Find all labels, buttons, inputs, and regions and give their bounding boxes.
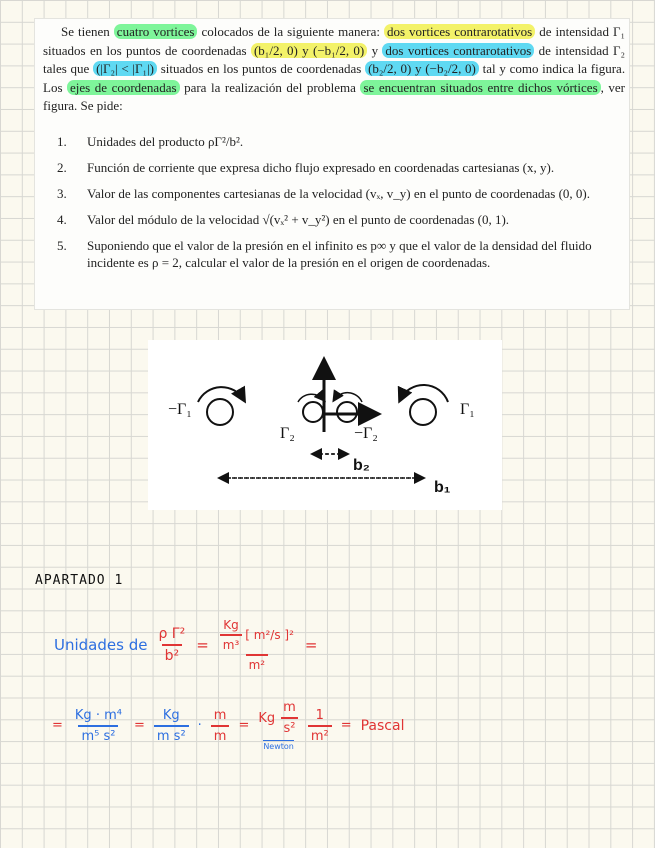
fraction-a [72, 708, 125, 744]
equals-sign: = [133, 718, 145, 733]
list-item [47, 133, 625, 150]
fraction-b [154, 708, 189, 744]
highlight-two-vortices-1: dos vortices contrarotativos [384, 24, 535, 39]
item-text: Unidades del producto ρΓ²/b². [87, 134, 244, 149]
dot-operator: · [197, 718, 202, 733]
highlight-gamma-relation: (|Γ₂| < |Γ₁|) [93, 61, 157, 76]
units-label: Unidades de [54, 636, 148, 654]
result-pascal: Pascal [360, 717, 405, 734]
vortex-figure [148, 340, 502, 510]
intro-text-6: situados en los puntos de coordenadas [160, 61, 362, 76]
label-gamma2-left: Γ₂ [280, 425, 295, 442]
problem-statement [34, 18, 630, 310]
equals-sign: = [238, 718, 250, 733]
equals-sign-end: = [304, 636, 318, 654]
fraction-c [211, 708, 230, 744]
problem-intro [43, 23, 625, 116]
kg-over-m3 [220, 618, 243, 652]
notes-line-2 [52, 700, 404, 751]
fraction-denominator: m² [308, 725, 332, 744]
intro-text-8: para la realización del problema [184, 79, 356, 95]
fraction-rho-gamma-b [155, 626, 188, 664]
rotation-arrow-icon [334, 393, 362, 402]
list-item [47, 237, 625, 271]
intro-text-9: , ver figura. Se pide: [43, 79, 626, 113]
fraction-denominator: m⁵ s² [78, 725, 118, 744]
kg-text: Kg [258, 710, 276, 726]
intro-text-3: de intensidad Γ₁ situados en los puntos de coordenadas [43, 24, 626, 58]
fraction-numerator [217, 618, 297, 654]
list-item [47, 185, 625, 202]
highlight-b1-coords: (b₁/2, 0) y (−b₁/2, 0) [251, 43, 367, 58]
item-text: Valor de las componentes cartesianas de la velocidad (vₓ, v_y) en el punto de coordenadas (0, 0). [87, 186, 591, 201]
item-number: 5. [57, 238, 67, 253]
item-number: 4. [57, 212, 67, 227]
highlight-two-vortices-2: dos vortices contrarotativos [382, 43, 534, 58]
fraction-denominator: b² [162, 644, 183, 664]
equals-sign: = [196, 636, 209, 654]
item-text: Valor del módulo de la velocidad √(vₓ² + v_y²) en el punto de coordenadas (0, 1). [87, 212, 510, 227]
section-heading: APARTADO 1 [35, 573, 124, 588]
fraction-numerator: Kg [162, 707, 180, 723]
intro-text-5: de intensidad Γ₂ tales que [43, 42, 626, 76]
highlight-four-vortices: cuatro vortices [114, 24, 198, 39]
fraction-denominator: m s² [154, 725, 189, 744]
fraction-denominator: s² [281, 717, 299, 736]
fraction-numerator: 1 [315, 707, 324, 723]
m3-text: m³ [220, 634, 243, 652]
label-b1: b₁ [434, 479, 451, 496]
label-gamma2-right: −Γ₂ [354, 425, 378, 442]
list-item [47, 159, 625, 176]
fraction-numerator: m [283, 700, 296, 715]
kg-m-s2 [258, 700, 298, 736]
list-item [47, 211, 625, 228]
fraction-numerator: m [213, 707, 227, 723]
fraction-denominator: m² [246, 654, 269, 672]
intro-text-2: colocados de la siguiente manera: [201, 24, 380, 39]
vortex-gamma1-right [410, 399, 436, 425]
highlight-b2-coords: (b₂/2, 0) y (−b₂/2, 0) [365, 61, 479, 76]
label-gamma1-left: −Γ₁ [168, 401, 192, 418]
item-number: 1. [57, 134, 67, 149]
intro-text-4: y [371, 42, 379, 58]
item-text: Función de corriente que expresa dicho flujo expresado en coordenadas cartesianas (x, y). [87, 160, 555, 175]
bracket-term: [ m²/s ]² [245, 628, 294, 642]
fraction-numerator: ρ Γ² [158, 626, 186, 642]
vortex-diagram [148, 340, 502, 510]
kg-text: Kg [223, 618, 239, 632]
fraction-numerator: Kg · m⁴ [74, 707, 122, 723]
fraction-denominator: m [211, 725, 230, 744]
equals-sign: = [52, 718, 63, 733]
vortex-gamma2-right [337, 402, 357, 422]
vortex-gamma1-left [207, 399, 233, 425]
highlight-between-vortices: se encuentran situados entre dichos vórtices [360, 80, 600, 95]
intro-text-7: tal y como indica la figura. Los [43, 61, 626, 95]
intro-text-1: Se tienen [61, 24, 110, 39]
fraction-d [280, 700, 299, 736]
question-list [47, 133, 625, 280]
equals-sign: = [340, 718, 352, 733]
newton-group [258, 700, 298, 751]
fraction-e [308, 708, 332, 744]
item-number: 2. [57, 160, 67, 175]
rotation-arrow-icon [298, 394, 324, 402]
highlight-axes: ejes de coordenadas [67, 80, 180, 95]
label-b2: b₂ [353, 457, 370, 474]
vortex-gamma2-left [303, 402, 323, 422]
newton-annotation: Newton [263, 742, 294, 751]
label-gamma1-right: Γ₁ [460, 401, 475, 418]
item-number: 3. [57, 186, 67, 201]
notes-line-1 [54, 618, 317, 672]
fraction-units-expansion [217, 618, 297, 672]
item-text: Suponiendo que el valor de la presión en el infinito es p∞ y que el valor de la densidad del fluido incidente es ρ = 2, calcular el valor de la presión en el origen de coordenadas. [87, 238, 592, 270]
